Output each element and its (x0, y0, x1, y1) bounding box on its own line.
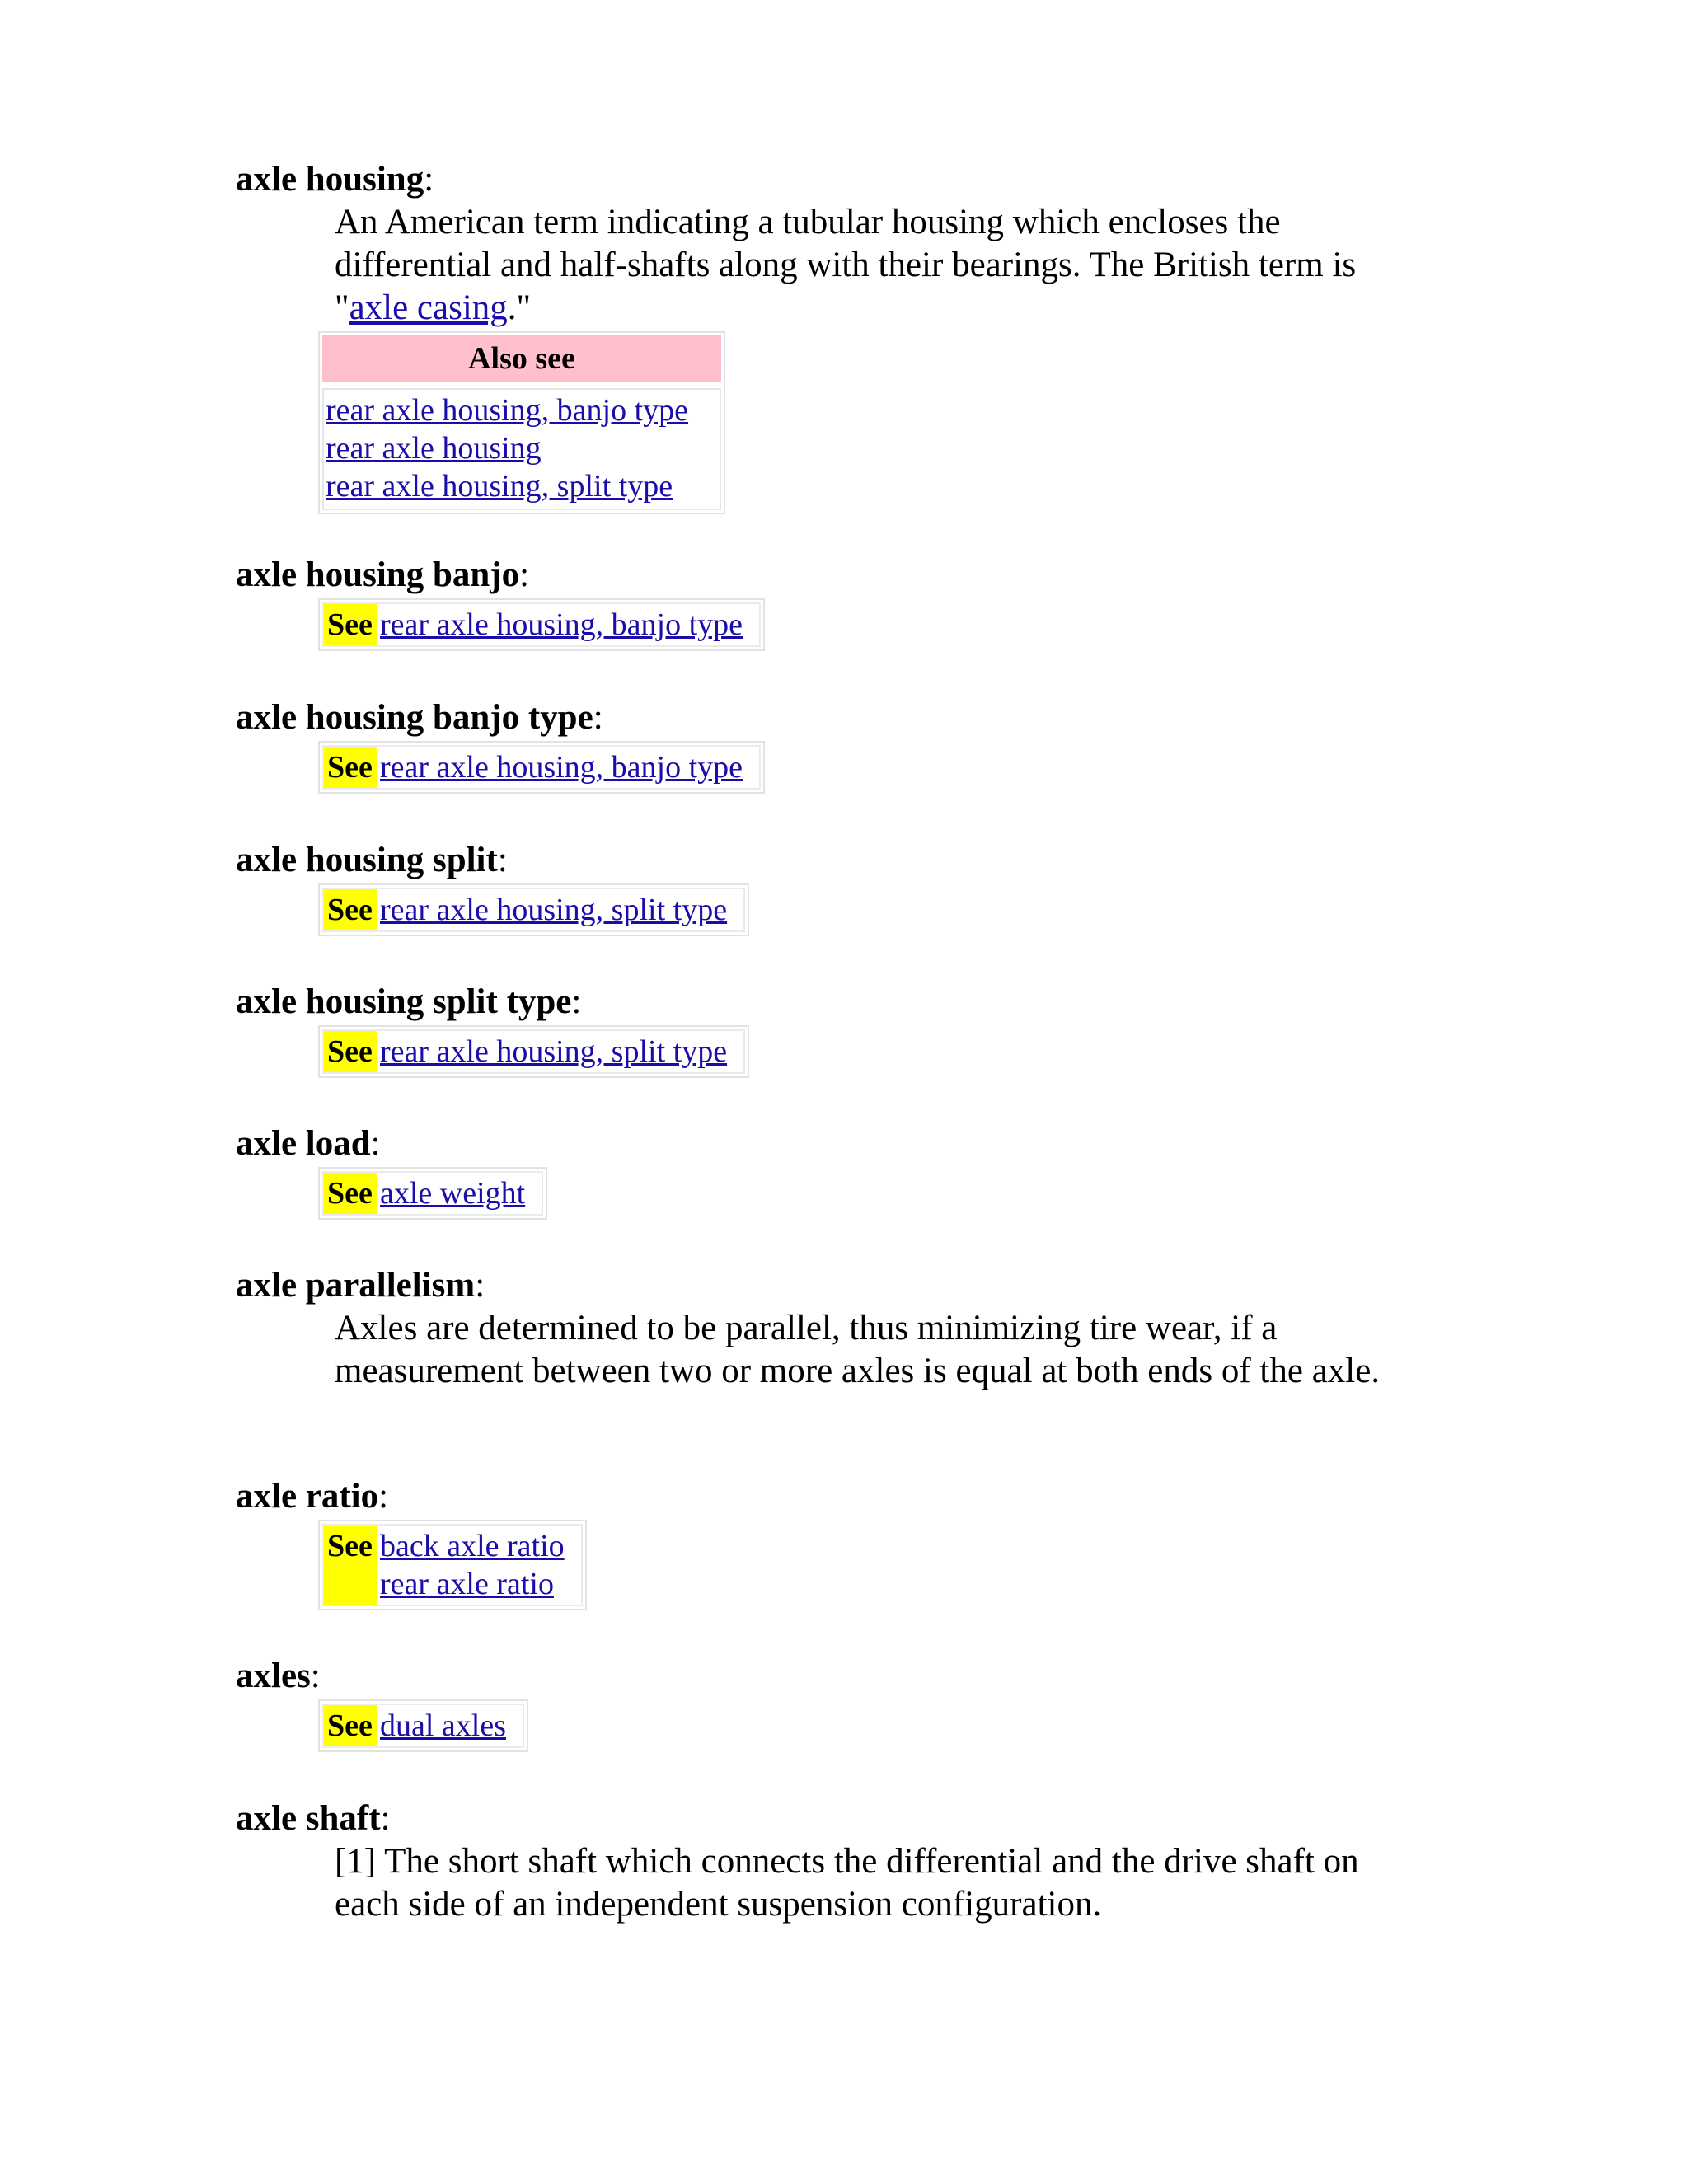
see-box (318, 1025, 749, 1078)
see-link[interactable]: rear axle housing, banjo type (380, 750, 743, 785)
also-see-link[interactable]: rear axle housing, split type (326, 469, 673, 504)
also-see-box (318, 331, 725, 514)
term: axles (236, 1657, 311, 1695)
glossary-entry (236, 1475, 1456, 1610)
glossary-entry (236, 1797, 1456, 1926)
glossary-entry (236, 839, 1456, 936)
see-link[interactable]: axle weight (380, 1176, 526, 1211)
see-link[interactable]: dual axles (380, 1708, 507, 1743)
term: axle housing (236, 160, 424, 199)
term: axle housing banjo (236, 555, 520, 594)
glossary-entry (236, 1122, 1456, 1220)
see-box (318, 598, 765, 651)
see-links (377, 747, 759, 788)
definition: Axles are determined to be parallel, thus minimizing tire wear, if a measurement between two or more axles is equal at both ends of the axle. (335, 1309, 1381, 1390)
term-heading: axle housing banjo type: (236, 698, 603, 737)
also-see-link[interactable]: rear axle housing, banjo type (326, 393, 689, 428)
see-link[interactable]: rear axle housing, banjo type (380, 607, 743, 642)
term: axle load (236, 1124, 371, 1163)
see-box (318, 1699, 528, 1752)
term-heading: axle shaft: (236, 1799, 391, 1838)
term: axle parallelism (236, 1266, 476, 1305)
term: axle ratio (236, 1477, 379, 1516)
term: axle housing banjo type (236, 698, 593, 737)
see-label: See (324, 1526, 377, 1605)
definition: [1] The short shaft which connects the differential and the drive shaft on each side of an independent suspension configuration. (335, 1842, 1359, 1924)
see-label: See (324, 1031, 377, 1072)
see-link[interactable]: rear axle ratio (380, 1567, 554, 1601)
also-see-link[interactable]: rear axle housing (326, 431, 542, 466)
see-box (318, 1520, 587, 1610)
glossary-entry (236, 158, 1456, 514)
see-links (377, 604, 759, 645)
glossary-entry (236, 1655, 1456, 1752)
glossary-entry (236, 981, 1456, 1078)
see-links (377, 1705, 523, 1746)
glossary-entry (236, 554, 1456, 651)
see-links (377, 889, 743, 930)
see-links (377, 1173, 542, 1214)
glossary-entry (236, 1264, 1456, 1393)
term: axle shaft (236, 1799, 381, 1838)
see-label: See (324, 604, 377, 645)
term-heading: axles: (236, 1657, 321, 1695)
see-link[interactable]: rear axle housing, split type (380, 1034, 728, 1069)
see-links (377, 1031, 743, 1072)
see-link[interactable]: rear axle housing, split type (380, 893, 728, 927)
see-links (377, 1526, 581, 1605)
also-see-header: Also see (322, 335, 721, 382)
term-heading: axle housing banjo: (236, 555, 530, 594)
see-box (318, 741, 765, 794)
see-label: See (324, 747, 377, 788)
definition: An American term indicating a tubular housing which encloses the differential and half-shafts along with their bearings. The British term is "axle casing." (335, 203, 1357, 327)
also-see-list (322, 388, 721, 510)
term-heading: axle housing: (236, 160, 434, 199)
see-label: See (324, 889, 377, 930)
term: axle housing split type (236, 982, 572, 1021)
see-box (318, 1167, 547, 1220)
term-heading: axle ratio: (236, 1477, 389, 1516)
term-heading: axle housing split type: (236, 982, 582, 1021)
definition-link[interactable]: axle casing (349, 288, 508, 327)
see-label: See (324, 1173, 377, 1214)
glossary-entry (236, 696, 1456, 794)
see-link[interactable]: back axle ratio (380, 1529, 565, 1563)
term-heading: axle housing split: (236, 841, 508, 879)
see-box (318, 883, 749, 936)
see-label: See (324, 1705, 377, 1746)
term: axle housing split (236, 841, 498, 879)
term-heading: axle load: (236, 1124, 381, 1163)
term-heading: axle parallelism: (236, 1266, 485, 1305)
